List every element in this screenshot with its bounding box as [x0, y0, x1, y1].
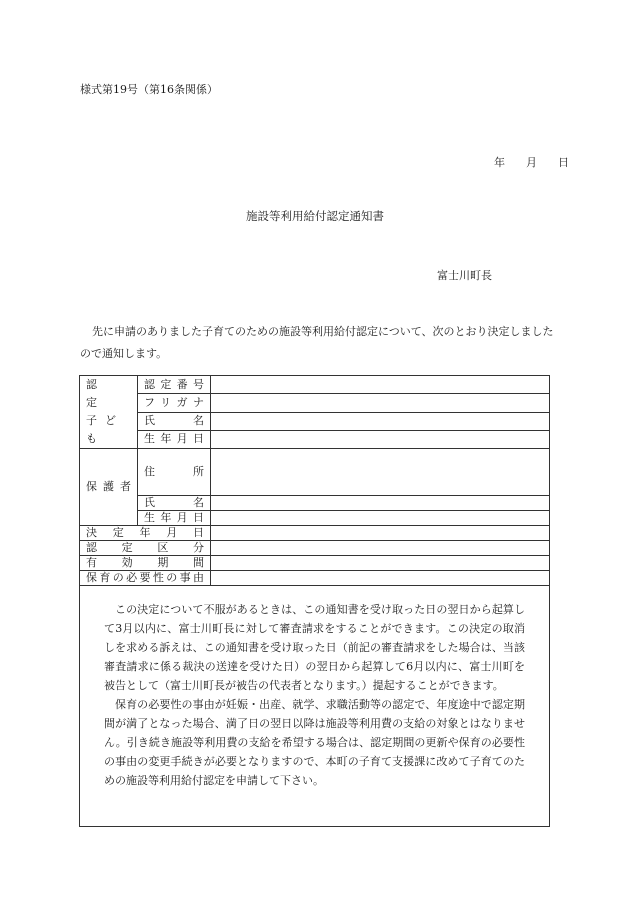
issuer-name: 富士川町長 — [437, 269, 492, 282]
guardian-address-value[interactable] — [211, 449, 550, 496]
child-cert-number-value[interactable] — [211, 376, 550, 394]
child-furigana-label: フリガナ — [138, 394, 211, 412]
guardian-name-label: 氏 名 — [138, 496, 211, 511]
care-necessity-reason-label: 保育の必要性の事由 — [80, 571, 211, 586]
child-furigana-value[interactable] — [211, 394, 550, 412]
guardian-name-value[interactable] — [211, 496, 550, 511]
guardian-address-label: 住 所 — [138, 449, 211, 496]
form-number: 様式第19号（第16条関係） — [80, 83, 218, 96]
guardian-birthdate-label: 生年月日 — [138, 511, 211, 526]
date-year-label: 年 — [494, 156, 505, 169]
validity-period-label: 有効期間 — [80, 556, 211, 571]
child-birthdate-value[interactable] — [211, 430, 550, 448]
intro-paragraph — [80, 321, 560, 365]
child-birthdate-label: 生年月日 — [138, 430, 211, 448]
guardian-group-label: 保護者 — [80, 449, 138, 526]
cert-category-value[interactable] — [211, 541, 550, 556]
child-name-label: 氏 名 — [138, 412, 211, 430]
decision-date-value[interactable] — [211, 526, 550, 541]
date-month-label: 月 — [526, 156, 537, 169]
child-name-value[interactable] — [211, 412, 550, 430]
validity-period-value[interactable] — [211, 556, 550, 571]
date-day-label: 日 — [558, 156, 569, 169]
guardian-birthdate-value[interactable] — [211, 511, 550, 526]
issue-date — [494, 154, 569, 170]
document-title: 施設等利用給付認定通知書 — [246, 209, 384, 223]
cert-category-label: 認定区分 — [80, 541, 211, 556]
notice-paragraph-appeal: この決定について不服があるときは、この通知書を受け取った日の翌日から起算して3月以内に、富士川町長に対して審査請求をすることができます。この決定の取消しを求める訴えは、この通知書を受け取った日（前記の審査請求をした場合は、当該審査請求に係る裁決の送達を受けた日）の翌日から起算して6月以内に、富士川町を被告として（富士川町長が被告の代表者となります。）提起することができます。 — [104, 603, 525, 692]
decision-date-label: 決定年月日 — [80, 526, 211, 541]
appeal-notice — [80, 586, 550, 827]
child-group-label: 認 定 子ども — [80, 376, 138, 449]
certification-form-table — [79, 375, 550, 827]
care-necessity-reason-value[interactable] — [211, 571, 550, 586]
intro-text: 先に申請のありました子育てのための施設等利用給付認定について、次のとおり決定しましたので通知します。 — [80, 325, 554, 360]
child-cert-number-label: 認定番号 — [138, 376, 211, 394]
notice-paragraph-renewal: 保育の必要性の事由が妊娠・出産、就学、求職活動等の認定で、年度途中で認定期間が満了となった場合、満了日の翌日以降は施設等利用費の支給の対象とはなりません。引き続き施設等利用費の支給を希望する場合は、認定期間の更新や保育の必要性の事由の変更手続きが必要となりますので、本町の子育て支援課に改めて子育てのための施設等利用給付認定を申請して下さい。 — [104, 698, 525, 787]
